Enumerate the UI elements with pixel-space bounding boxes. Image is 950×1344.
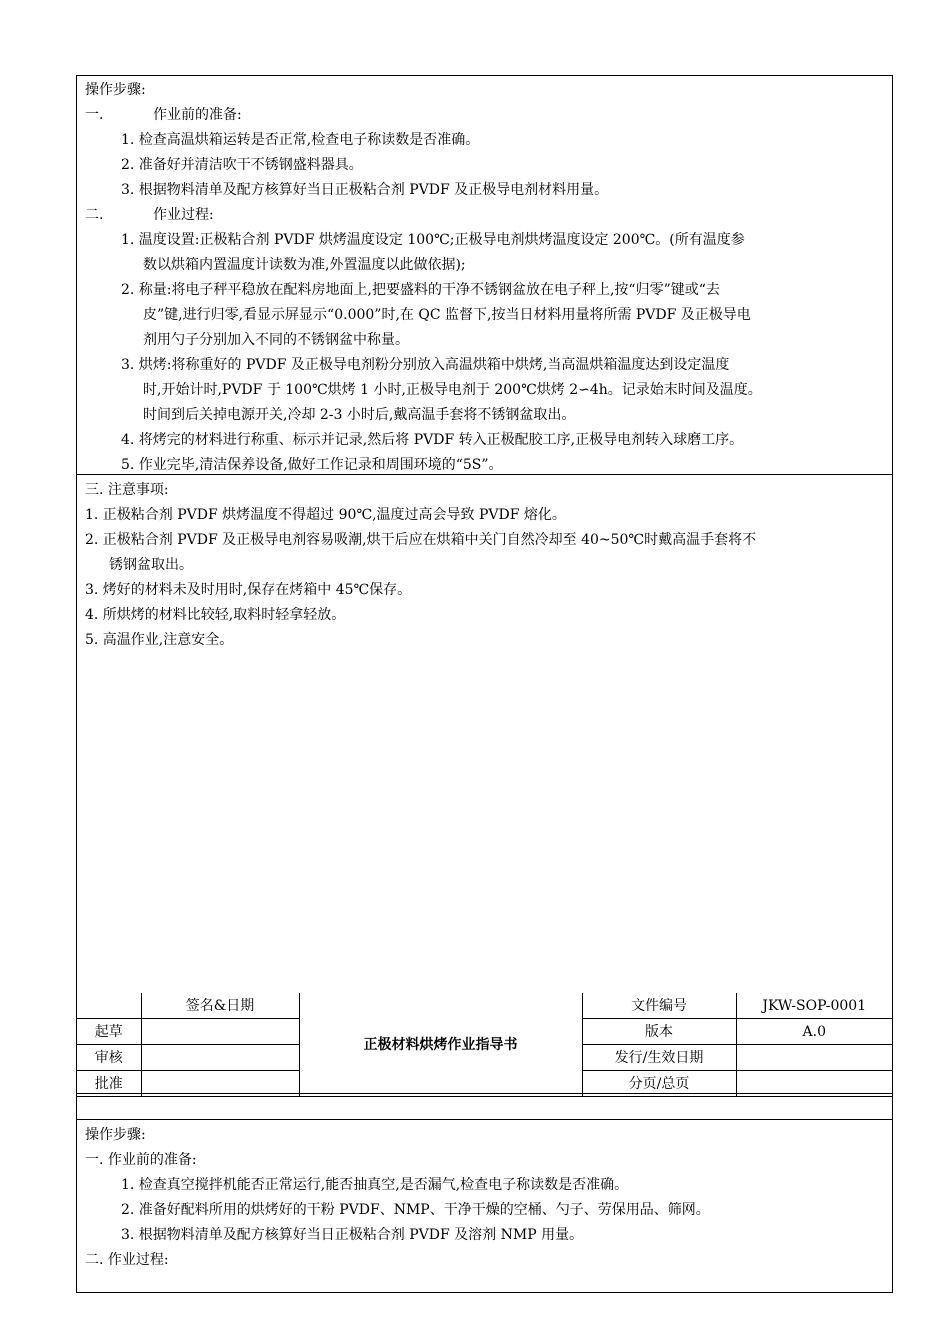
approval-table bbox=[77, 993, 892, 1097]
process-line: 剂用勺子分别加入不同的不锈钢盆中称量。 bbox=[143, 332, 409, 348]
draft-label: 起草 bbox=[77, 1019, 141, 1045]
process-line: 3. 烘烤:将称重好的 PVDF 及正极导电剂粉分别放入高温烘箱中烘烤,当高温烘箱温度达到设定温度 bbox=[121, 357, 730, 373]
note-line: 4. 所烘烤的材料比较轻,取料时轻拿轻放。 bbox=[85, 607, 346, 623]
operation-steps-heading: 操作步骤: bbox=[85, 82, 146, 98]
review-label: 审核 bbox=[77, 1045, 141, 1071]
doc-no-label: 文件编号 bbox=[582, 993, 736, 1019]
issue-date-value bbox=[736, 1045, 892, 1071]
prep-item-1: 1. 检查真空搅拌机能否正常运行,能否抽真空,是否漏气,检查电子称读数是否准确。 bbox=[121, 1177, 629, 1193]
note-line: 3. 烤好的材料未及时用时,保存在烤箱中 45℃保存。 bbox=[85, 582, 412, 598]
process-line: 时,开始计时,PVDF 于 100℃烘烤 1 小时,正极导电剂于 200℃烘烤 2∽4h。记录始末时间及温度。 bbox=[143, 382, 762, 398]
note-line: 2. 正极粘合剂 PVDF 及正极导电剂容易吸潮,烘干后应在烘箱中关门自然冷却至 40~50℃时戴高温手套将不 bbox=[85, 532, 757, 548]
divider bbox=[77, 474, 892, 475]
doc-no-value: JKW-SOP-0001 bbox=[736, 993, 892, 1019]
process-line: 皮”键,进行归零,看显示屏显示“0.000”时,在 QC 监督下,按当日材料用量将所需 PVDF 及正极导电 bbox=[143, 307, 751, 323]
section-1-title: 一. 作业前的准备: bbox=[85, 1152, 197, 1168]
prep-item-2: 2. 准备好配料所用的烘烤好的干粉 PVDF、NMP、干净干燥的空桶、勺子、劳保用品、筛网。 bbox=[121, 1202, 710, 1218]
process-line: 4. 将烤完的材料进行称重、标示并记录,然后将 PVDF 转入正极配胶工序,正极导电剂转入球磨工序。 bbox=[121, 432, 744, 448]
divider bbox=[77, 1093, 892, 1094]
process-line: 5. 作业完毕,清洁保养设备,做好工作记录和周围环境的“5S”。 bbox=[121, 457, 503, 473]
notes-heading: 三. 注意事项: bbox=[85, 482, 169, 498]
process-line: 数以烘箱内置温度计读数为准,外置温度以此做依据); bbox=[143, 257, 466, 273]
approve-label: 批准 bbox=[77, 1071, 141, 1097]
divider bbox=[77, 1119, 892, 1120]
issue-date-label: 发行/生效日期 bbox=[582, 1045, 736, 1071]
sign-date-header: 签名&日期 bbox=[141, 993, 299, 1019]
version-label: 版本 bbox=[582, 1019, 736, 1045]
draft-signature bbox=[141, 1019, 299, 1045]
version-value: A.0 bbox=[736, 1019, 892, 1045]
process-line: 2. 称量:将电子秤平稳放在配料房地面上,把要盛料的干净不锈钢盆放在电子秤上,按“归零”键或“去 bbox=[121, 282, 720, 298]
page-label: 分页/总页 bbox=[582, 1071, 736, 1097]
process-line: 时间到后关掉电源开关,冷却 2-3 小时后,戴高温手套将不锈钢盆取出。 bbox=[143, 407, 576, 423]
review-signature bbox=[141, 1045, 299, 1071]
prep-item-2: 2. 准备好并清洁吹干不锈钢盛料器具。 bbox=[121, 157, 363, 173]
note-line: 锈钢盆取出。 bbox=[109, 557, 193, 573]
note-line: 1. 正极粘合剂 PVDF 烘烤温度不得超过 90℃,温度过高会导致 PVDF 熔化。 bbox=[85, 507, 566, 523]
note-line: 5. 高温作业,注意安全。 bbox=[85, 632, 234, 648]
prep-item-1: 1. 检查高温烘箱运转是否正常,检查电子称读数是否准确。 bbox=[121, 132, 480, 148]
section-1-title: 作业前的准备: bbox=[153, 107, 242, 123]
process-line: 1. 温度设置:正极粘合剂 PVDF 烘烤温度设定 100℃;正极导电剂烘烤温度设定 200℃。(所有温度参 bbox=[121, 232, 745, 248]
document-title: 正极材料烘烤作业指导书 bbox=[299, 993, 582, 1097]
section-2-title: 作业过程: bbox=[153, 207, 214, 223]
section-2-number: 二. bbox=[85, 207, 104, 223]
section-2-title: 二. 作业过程: bbox=[85, 1252, 169, 1268]
prep-item-3: 3. 根据物料清单及配方核算好当日正极粘合剂 PVDF 及溶剂 NMP 用量。 bbox=[121, 1227, 584, 1243]
prep-item-3: 3. 根据物料清单及配方核算好当日正极粘合剂 PVDF 及正极导电剂材料用量。 bbox=[121, 182, 609, 198]
operation-steps-heading: 操作步骤: bbox=[85, 1127, 146, 1143]
corner-cell bbox=[77, 993, 141, 1019]
sop-document bbox=[76, 75, 893, 1293]
section-1-number: 一. bbox=[85, 107, 104, 123]
